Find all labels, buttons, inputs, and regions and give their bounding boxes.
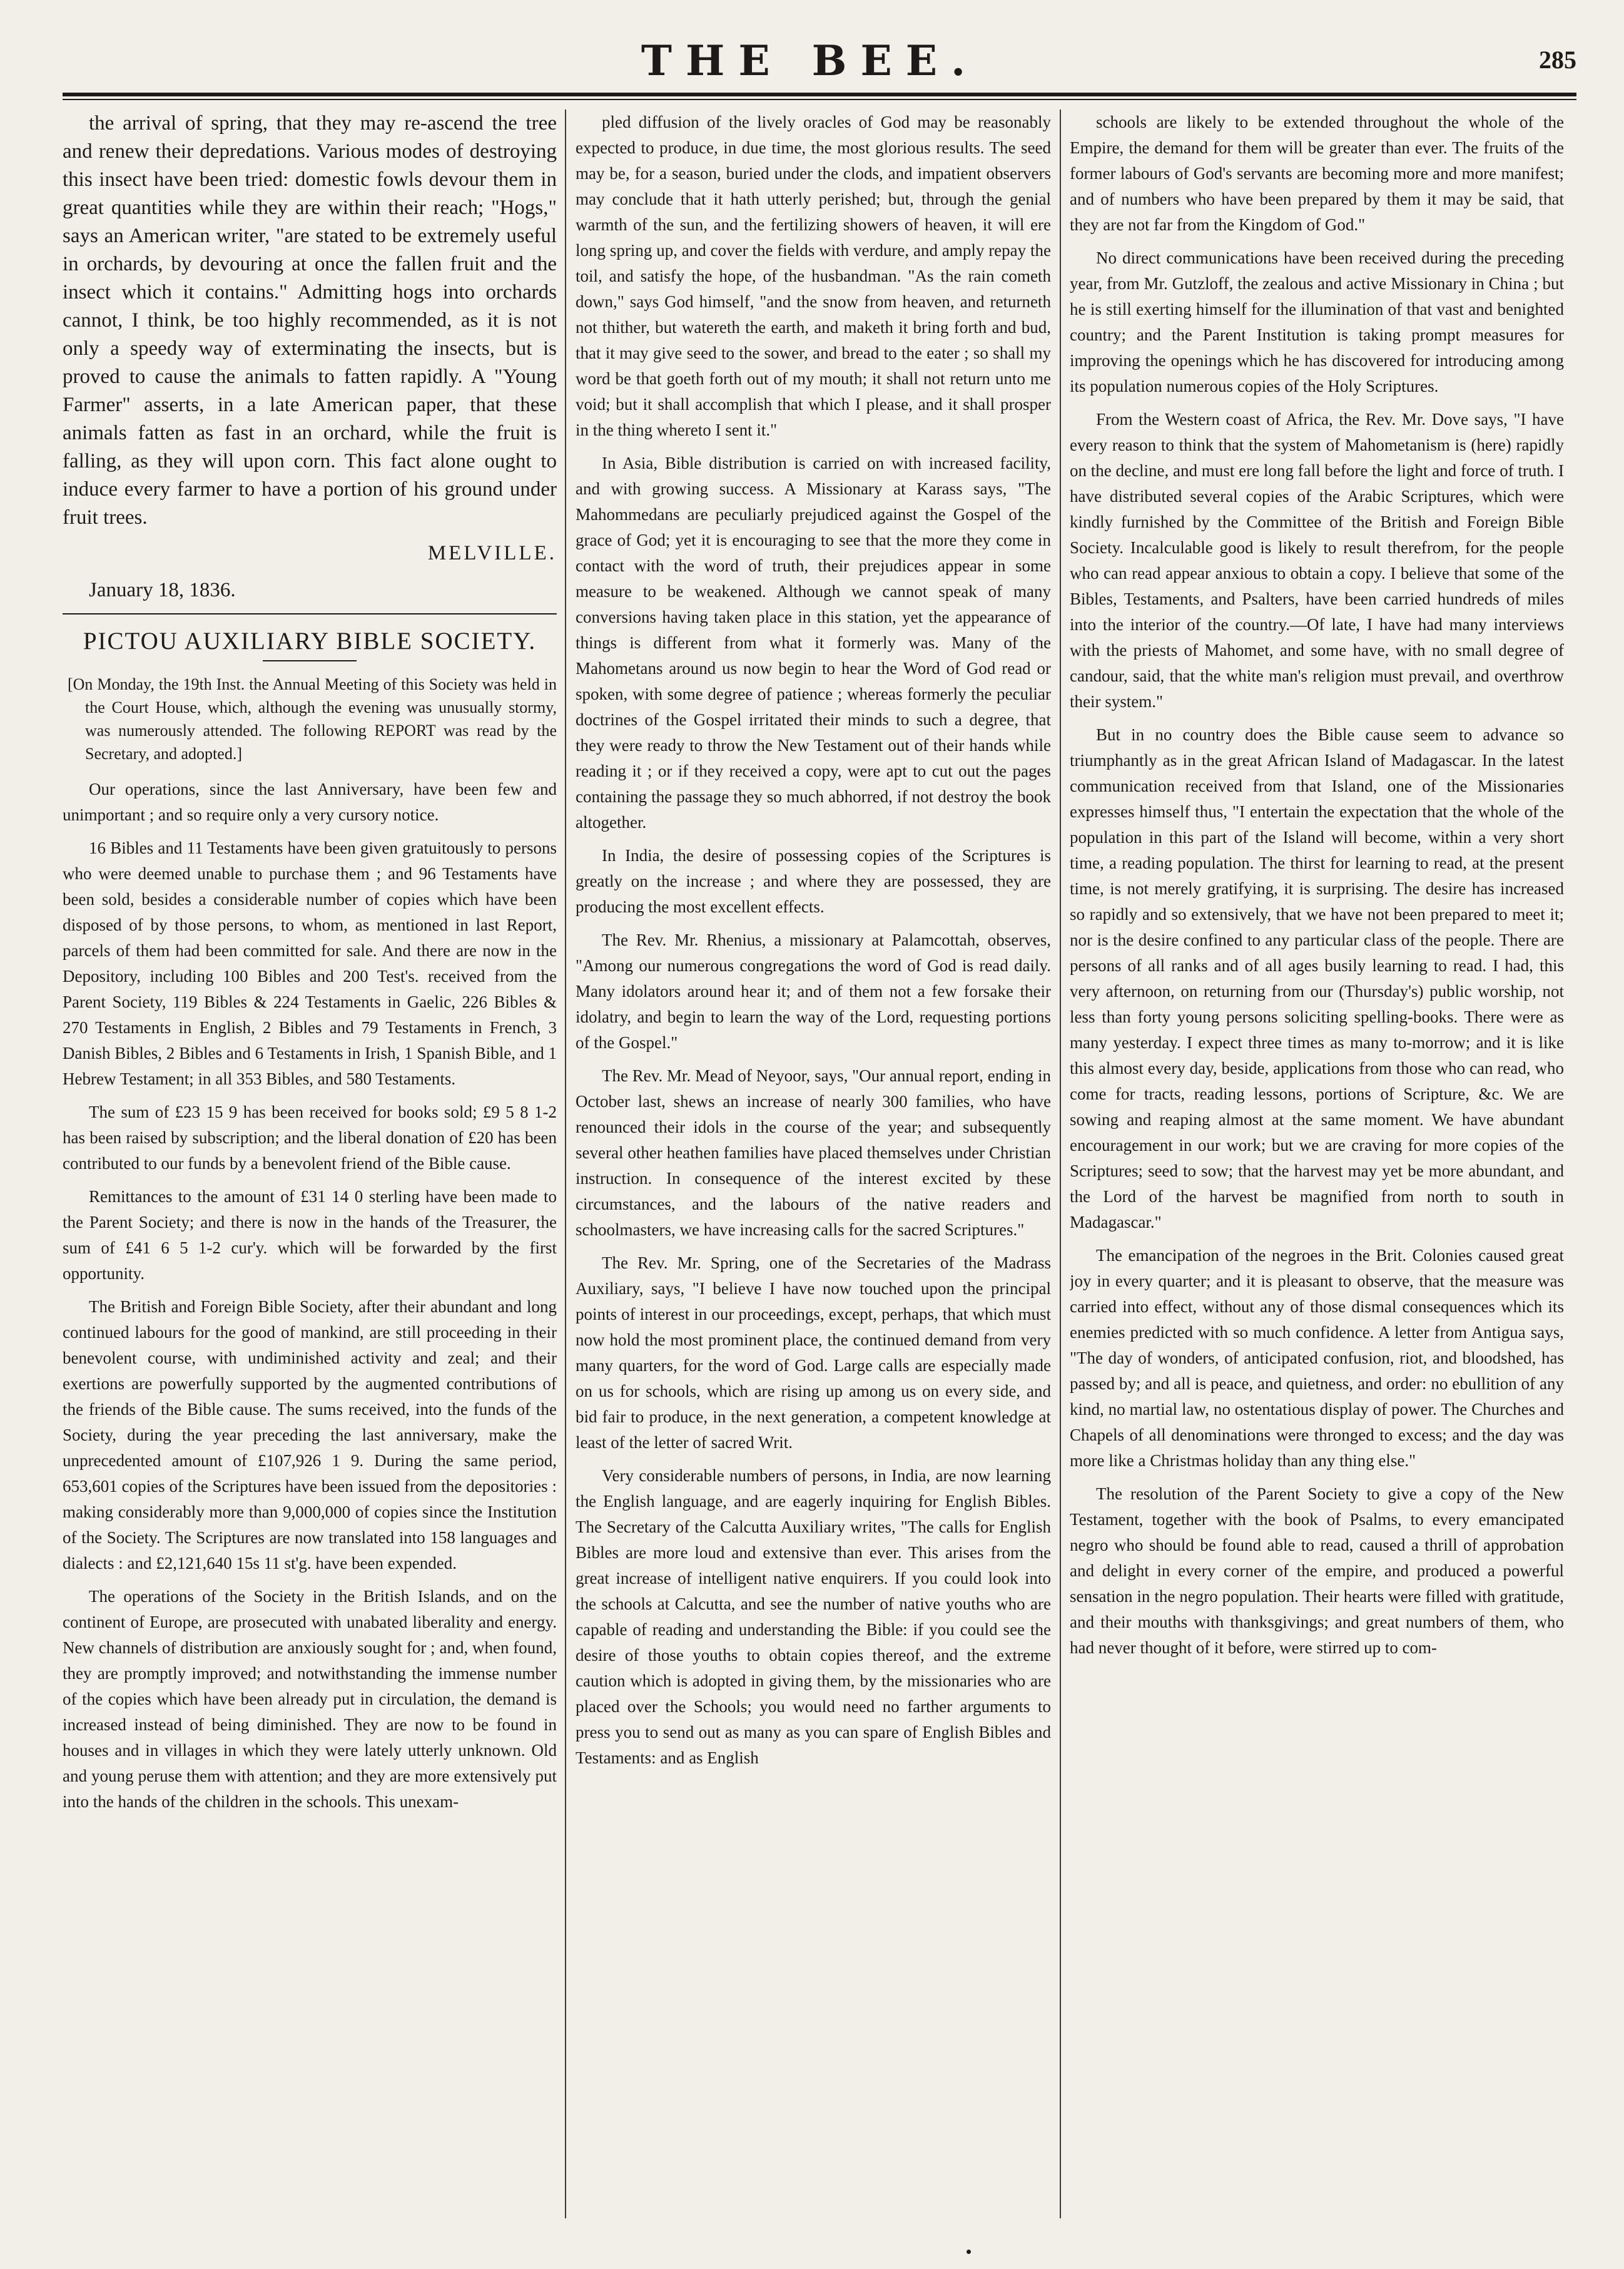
column-separator	[1060, 110, 1061, 2218]
column-3	[1070, 110, 1564, 2225]
masthead-rule-thin	[63, 99, 1576, 100]
column-separator	[565, 110, 566, 2218]
article-date: January 18, 1836.	[89, 579, 236, 601]
masthead-rule-thick	[63, 93, 1576, 96]
body-paragraph: Remittances to the amount of £31 14 0 sterling have been made to the Parent Society; and there is now in the hands of the Treasurer, the sum of £41 6 5 1-2 cur'y. which will be forwarded by the first opportunity.	[63, 1187, 557, 1283]
report-body	[63, 777, 557, 1815]
meeting-note: [On Monday, the 19th Inst. the Annual Meeting of this Society was held in the Court House, which, although the evening was unusually stormy, was numerously attended. The following REPORT was read by the Secretary, and adopted.]	[68, 675, 557, 763]
body-paragraph: The British and Foreign Bible Society, after their abundant and long continued labours for the good of mankind, are still proceeding in their benevolent course, with undiminished activity and zeal; and their exertions are powerfully supported by the augmented contributions of the friends of the Bible cause. The sums received, into the funds of the Society, during the year preceding the last anniversary, make the unprecedented amount of £107,926 1 9. During the same period, 653,601 copies of the Scriptures have been issued from the depositories : making considerably more than 9,000,000 of copies since the Institution of the Society. The Scriptures are now translated into 158 languages and dialects : and £2,121,640 15s 11 st'g. have been expended.	[63, 1297, 557, 1573]
body-paragraph: The operations of the Society in the British Islands, and on the continent of Europe, are prosecuted with unabated liberality and energy. New channels of distribution are anxiously sought for ; and, when found, they are promptly improved; and notwithstanding the immense number of the copies which have been already put in circulation, the demand is increased instead of being diminished. They are now to be found in houses and in villages in which they were lately utterly unknown. Old and young peruse them with attention; and they are more extensively put into the hands of the children in the schools. This unexam-	[63, 1587, 557, 1811]
author-signature: MELVILLE.	[427, 542, 557, 564]
body-paragraph: In Asia, Bible distribution is carried on with increased facility, and with growing success. A Missionary at Karass says, "The Mahommedans are peculiarly prejudiced against the Gospel of the grace of God; yet it is encouraging to see that the more they come in contact with the word of truth, their prejudices appear in some measure to be weakened. Although we cannot speak of many conversions having taken place in this station, yet the appearance of things is different from what it formerly was. Many of the Mahometans around us now begin to hear the Word of God read or spoken, with some degree of patience ; whereas formerly the peculiar doctrines of the Gospel irritated their minds to such a degree, that they were ready to throw the New Testament out of their hands while reading it ; or if they received a copy, were apt to cut out the pages containing the passage they so much abhorred, if not destroy the book altogether.	[576, 454, 1051, 832]
orchard-article	[63, 110, 557, 532]
masthead	[44, 25, 1576, 100]
body-paragraph: The sum of £23 15 9 has been received for books sold; £9 5 8 1-2 has been raised by subscription; and the liberal donation of £20 has been contributed to our funds by a benevolent friend of the Bible cause.	[63, 1103, 557, 1173]
body-paragraph: No direct communications have been received during the preceding year, from Mr. Gutzloff, the zealous and active Missionary in China ; but he is still exerting himself for the illumination of that vast and benighted country; and the Parent Institution is taking prompt measures for improving the openings which he has discovered for introducing among its population numerous copies of the Holy Scriptures.	[1070, 248, 1564, 395]
body-paragraph: schools are likely to be extended throughout the whole of the Empire, the demand for them will be greater than ever. The fruits of the former labours of God's servants are becoming more and more manifest; and of numbers who have been prepared by them it may be said, that they are not far from the Kingdom of God."	[1070, 113, 1564, 234]
article-signoff	[63, 539, 557, 568]
column-2	[576, 110, 1051, 2225]
body-paragraph: The Rev. Mr. Rhenius, a missionary at Palamcottah, observes, "Among our numerous congregations the word of God is read daily. Many idolators around hear it; and of them not a few forsake their idolatry, and begin to learn the way of the Lord, requesting portions of the Gospel."	[576, 931, 1051, 1052]
body-paragraph: Very considerable numbers of persons, in India, are now learning the English language, and are eagerly inquiring for English Bibles. The Secretary of the Calcutta Auxiliary writes, "The calls for English Bibles are more loud and extensive than ever. This arises from the great increase of intelligent native enquirers. If you could look into the schools at Calcutta, and see the number of native youths who are capable of reading and understanding the Bible: if you could see the desire of those youths to obtain copies thereof, and the extreme caution which is adopted in giving them, by the missionaries who are placed over the Schools; you would need no farther arguments to press you to send out as many as you can spare of English Bibles and Testaments: and as English	[576, 1466, 1051, 1767]
ink-dot	[967, 2250, 971, 2254]
body-paragraph: The Rev. Mr. Spring, one of the Secretaries of the Madrass Auxiliary, says, "I believe I have now touched upon the principal points of interest in our proceedings, except, perhaps, that which must now hold the most prominent place, the continued demand from very many quarters, for the word of God. Large calls are especially made on us for schools, which are rising up among us on every side, and bid fair to produce, in the next generation, a competent knowledge at least of the letter of sacred Writ.	[576, 1253, 1051, 1452]
body-paragraph: The resolution of the Parent Society to give a copy of the New Testament, together with the book of Psalms, to every emancipated negro who should be found able to read, caused a thrill of approbation and delight in every corner of the empire, and produced a powerful sensation in the negro population. Their hearts were filled with gratitude, and their mouths with thanksgivings; and great numbers of them, who had never thought of it before, were stirred up to com-	[1070, 1484, 1564, 1657]
body-paragraph: pled diffusion of the lively oracles of God may be reasonably expected to produce, in due time, the most glorious results. The seed may be, for a season, buried under the clods, and impatient observers may conclude that it hath utterly perished; but, through the genial warmth of the sun, and the fertilizing showers of heaven, it will ere long spring up, and cover the fields with verdure, and amply repay the toil, and satisfy the hope, of the husbandman. "As the rain cometh down," says God himself, "and the snow from heaven, and returneth not thither, but watereth the earth, and maketh it bring forth and bud, that it may give seed to the sower, and bread to the eater ; so shall my word be that goeth forth out of my mouth; it shall not return unto me void; but it shall accomplish that which I please, and it shall prosper in the thing whereto I sent it."	[576, 113, 1051, 439]
body-paragraph: But in no country does the Bible cause seem to advance so triumphantly as in the great African Island of Madagascar. In the latest communication received from that Island, one of the Missionaries expresses himself thus, "I entertain the expectation that the whole of the population in this part of the Island will become, within a very short time, a reading population. The thirst for learning to read, at the present time, is not merely gratifying, it is surprising. The desire has increased so rapidly and so extensively, that we have not been prepared to meet it; nor is the desire confined to any particular class of the people. There are persons of all ranks and of all ages busily learning to read. I had, this very afternoon, on returning from our (Thursday's) public worship, not less than forty young persons soliciting spelling-books. There were as many yesterday. I expect three times as many to-morrow; and it is like this almost every day, beside, applications from those who can read, who come for tracts, reading lessons, portions of Scripture, &c. We are sowing and reaping almost at the same moment. We have abundant encouragement in our work; but we are craving for more copies of the Scriptures; seed to sow; that the harvest may yet be more abundant, and the Lord of the harvest be magnified from north to south in Madagascar."	[1070, 725, 1564, 1231]
body-paragraph: The emancipation of the negroes in the Brit. Colonies caused great joy in every quarter; and it is pleasant to observe, that the measure was carried into effect, without any of those dismal consequences which its enemies predicted with so much confidence. A letter from Antigua says, "The day of wonders, of anticipated confusion, riot, and bloodshed, has passed by; and all is peace, and quietness, and order: no ebullition of any kind, no martial law, no ostentatious display of power. The Churches and Chapels of all denominations were thronged to excess; and the day was more like a Christmas holiday than any thing else."	[1070, 1246, 1564, 1470]
body-paragraph: 16 Bibles and 11 Testaments have been given gratuitously to persons who were deemed unable to purchase them ; and 96 Testaments have been sold, besides a considerable number of copies which have been disposed of by those persons, to whom, as mentioned in last Report, parcels of them had been committed for sale. And there are now in the Depository, including 100 Bibles and 200 Test's. received from the Parent Society, 119 Bibles & 224 Testaments in Gaelic, 226 Bibles & 270 Testaments in English, 2 Bibles and 79 Testaments in French, 3 Danish Bibles, 2 Bibles and 6 Testaments in Irish, 1 Spanish Bible, and 1 Hebrew Testament; in all 353 Bibles, and 580 Testaments.	[63, 839, 557, 1088]
body-paragraph: The Rev. Mr. Mead of Neyoor, says, "Our annual report, ending in October last, shews an increase of nearly 300 families, who have renounced their idols in the course of the year; and subsequently several other heathen families have placed themselves under Christian instruction. In consequence of the interest excited by these circumstances, and the labours of the native readers and schoolmasters, we have increasing calls for the sacred Scriptures."	[576, 1066, 1051, 1239]
masthead-title: THE BEE.	[641, 36, 980, 85]
column-1	[63, 110, 557, 2225]
body-paragraph: Our operations, since the last Anniversary, have been few and unimportant ; and so require only a very cursory notice.	[63, 780, 557, 824]
body-paragraph: From the Western coast of Africa, the Rev. Mr. Dove says, "I have every reason to think that the system of Mahometanism is (here) rapidly on the decline, and must ere long fall before the light and force of truth. I have distributed several copies of the Arabic Scriptures, which were kindly furnished by the Committee of the British and Foreign Bible Society. Incalculable good is likely to result therefrom, for the people who can read appear anxious to obtain a copy. I believe that some of the Bibles, Testaments, and Psalters, have been carried hundreds of miles into the interior of the country.—Of late, I have had many interviews with the priests of Mahomet, and some have, with no small degree of candour, said, that the white man's religion must prevail, and overthrow their system."	[1070, 410, 1564, 711]
section-heading: PICTOU AUXILIARY BIBLE SOCIETY.	[83, 628, 537, 655]
article-date-line	[63, 576, 557, 604]
page-number: 285	[1539, 46, 1576, 74]
section-divider	[63, 613, 557, 614]
article-paragraph: the arrival of spring, that they may re-ascend the tree and renew their depredations. Various modes of destroying this insect have been tried: domestic fowls devour them in great quantities while they are within their reach; "Hogs," says an American writer, "are stated to be extremely useful in orchards, by devouring at once the fallen fruit and the insect which it contains." Admitting hogs into orchards cannot, I think, be too highly recommended, as it is not only a speedy way of exterminating the insects, but is proved to cause the animals to fatten rapidly. A "Young Farmer" asserts, in a late American paper, that these animals fatten as fast in an orchard, while the fruit is falling, as they will upon corn. This fact alone ought to induce every farmer to have a portion of his ground under fruit trees.	[63, 112, 557, 529]
body-paragraph: In India, the desire of possessing copies of the Scriptures is greatly on the increase ; and where they are possessed, they are producing the most excellent effects.	[576, 846, 1051, 916]
heading-underline	[263, 660, 357, 661]
